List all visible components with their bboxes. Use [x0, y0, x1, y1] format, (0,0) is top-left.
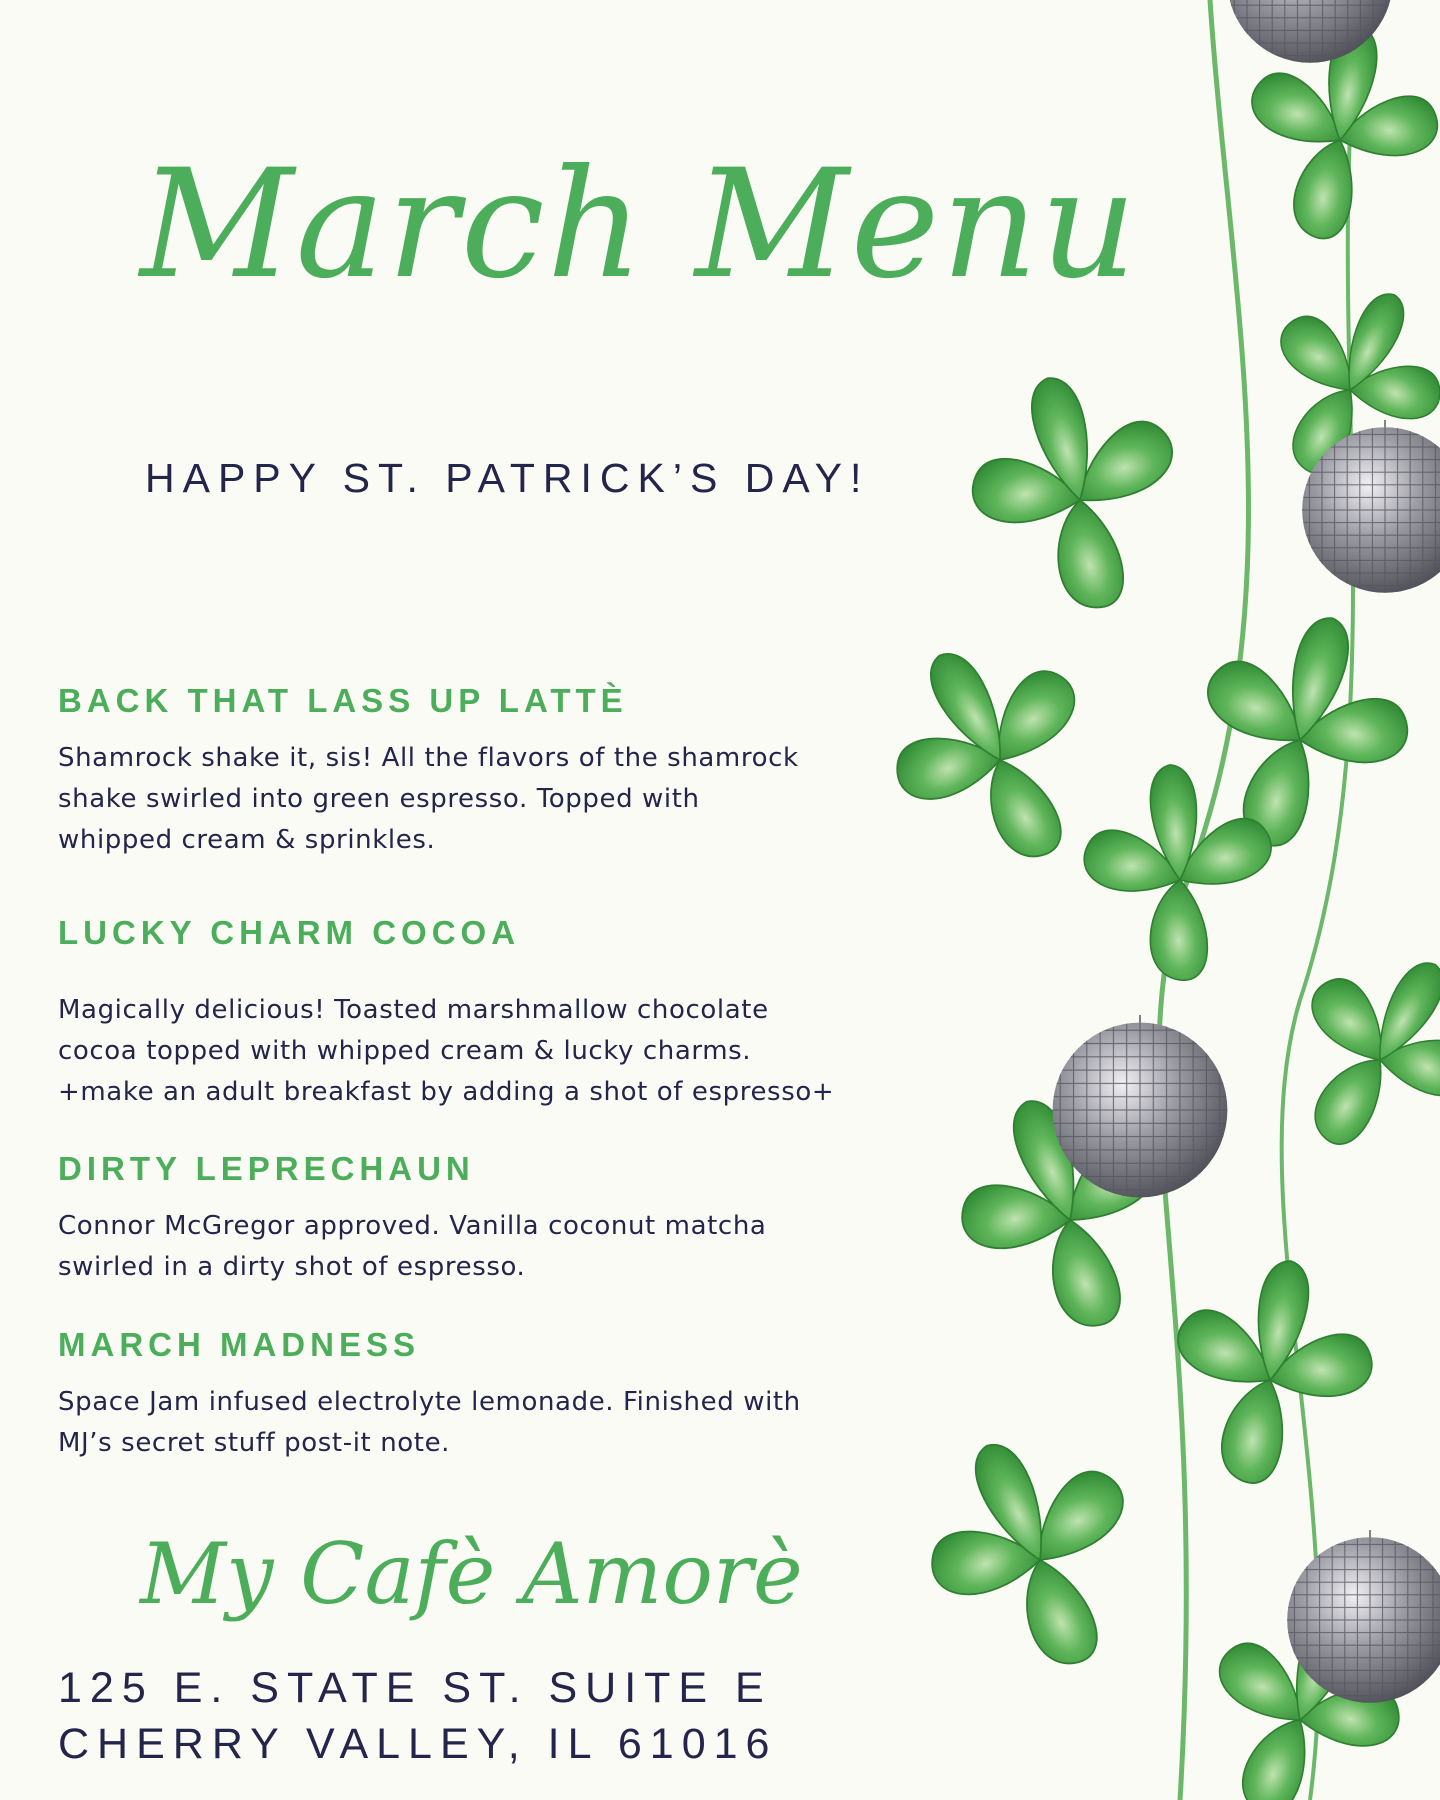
- menu-item-description: Magically delicious! Toasted marshmallow chocolate cocoa topped with whipped cream & lucky charms. +make an adult breakfast by adding a shot of espresso+: [58, 995, 835, 1107]
- menu-item-lucky-charm-cocoa: [58, 914, 958, 1113]
- cafe-address: [58, 1660, 777, 1772]
- disco-ball-icon: [1287, 1530, 1440, 1703]
- shamrock-icon: [1173, 592, 1431, 872]
- shamrock-icon: [894, 1403, 1179, 1703]
- cafe-brand-logo: My Cafè Amorè: [140, 1525, 803, 1623]
- menu-title: March Menu: [140, 138, 1139, 312]
- disco-ball-icon: [1053, 1015, 1228, 1197]
- address-line-1: 125 E. STATE ST. SUITE E: [58, 1664, 772, 1712]
- menu-item-back-that-lass-up-latte: [58, 682, 958, 861]
- menu-item-description: Connor McGregor approved. Vanilla coconut matcha swirled in a dirty shot of espresso.: [58, 1211, 767, 1282]
- garland-stem: [1282, 0, 1360, 1800]
- menu-item-dirty-leprechaun: [58, 1150, 958, 1288]
- menu-item-name: LUCKY CHARM COCOA: [58, 914, 521, 951]
- menu-item-name: MARCH MADNESS: [58, 1326, 420, 1363]
- menu-item-name: DIRTY LEPRECHAUN: [58, 1150, 475, 1187]
- address-line-2: CHERRY VALLEY, IL 61016: [58, 1720, 778, 1768]
- shamrock-garland: [880, 0, 1440, 1800]
- page-subtitle: HAPPY ST. PATRICK’S DAY!: [145, 455, 870, 501]
- menu-item-description: Space Jam infused electrolyte lemonade. Finished with MJ’s secret stuff post-it note.: [58, 1387, 801, 1458]
- menu-item-march-madness: [58, 1326, 958, 1464]
- shamrock-icon: [949, 352, 1207, 632]
- menu-item-name: BACK THAT LASS UP LATTÈ: [58, 682, 628, 719]
- menu-item-description: Shamrock shake it, sis! All the flavors of the shamrock shake swirled into green espresso. Topped with whipped cream & sprinkles.: [58, 743, 799, 855]
- shamrock-icon: [1155, 1244, 1387, 1500]
